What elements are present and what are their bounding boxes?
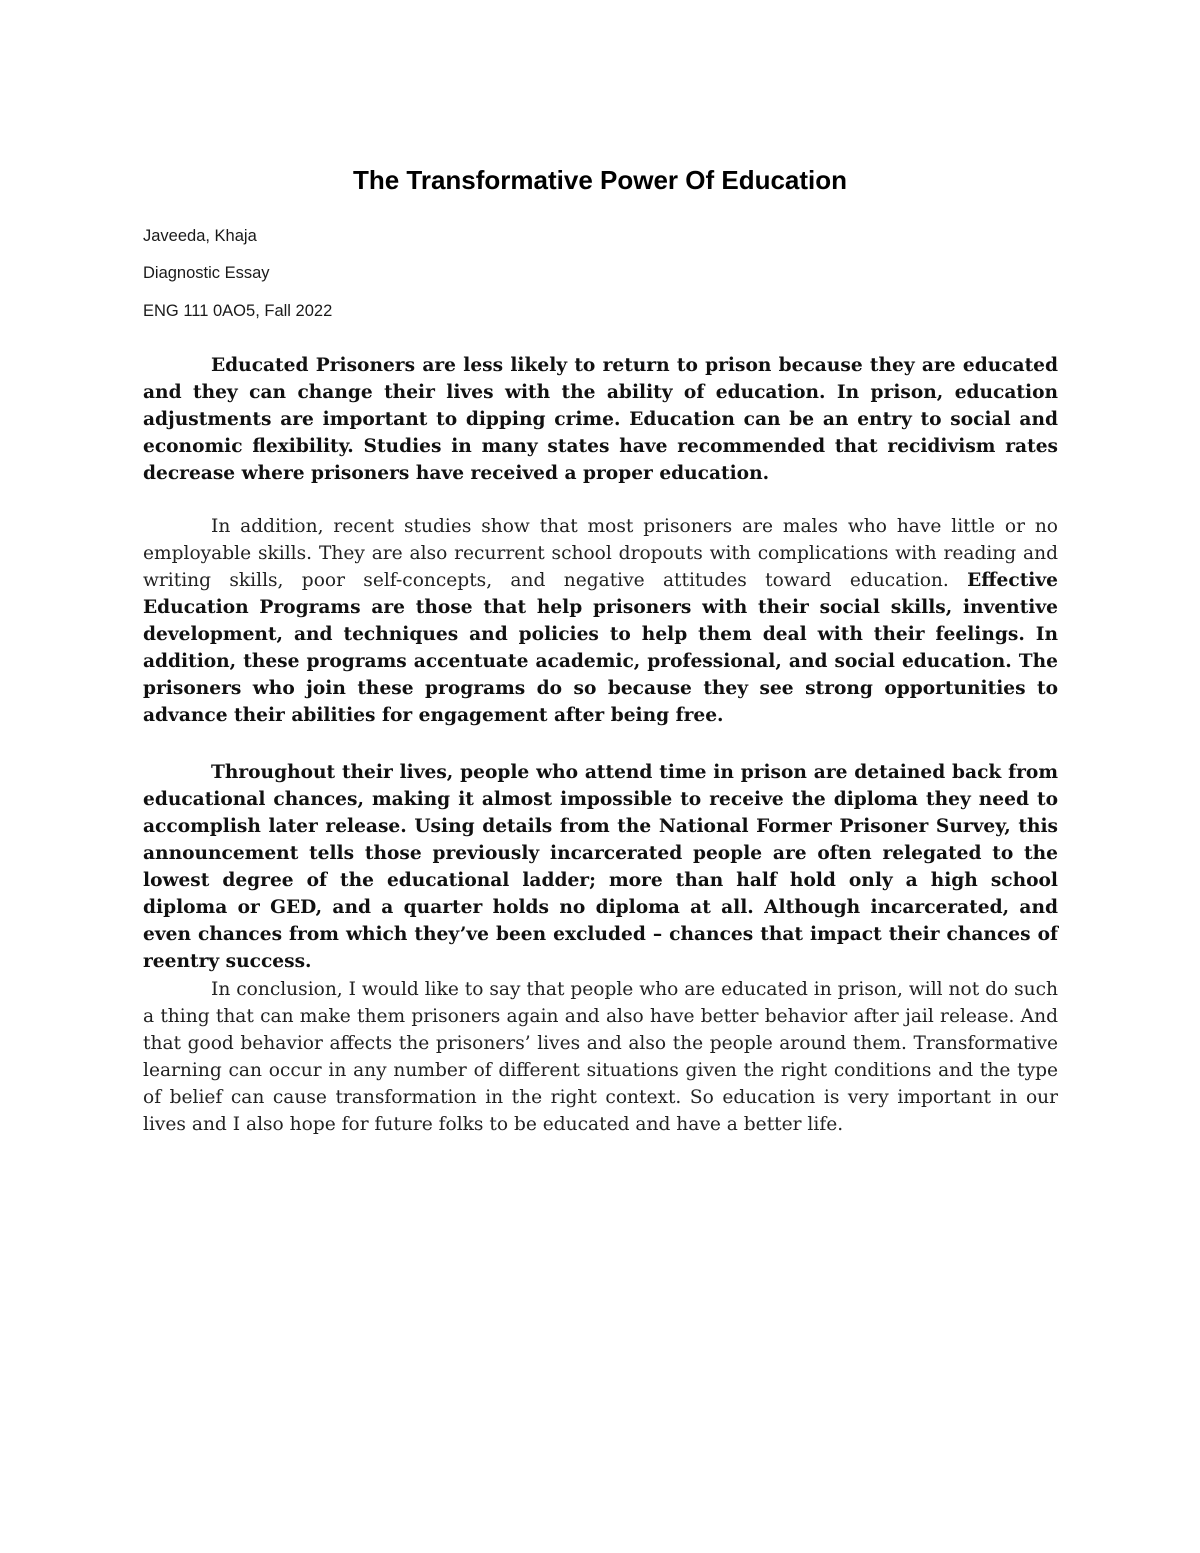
paragraph-2-intro: In addition, recent studies show that most prisoners are males who have little or no employable skills. They are also recurrent school dropouts with complications with reading and writing skills, poor self-concepts, and negative attitudes toward education. [143, 516, 1058, 591]
author-name: Javeeda, Khaja [143, 227, 257, 245]
paragraph-3: Throughout their lives, people who attend time in prison are detained back from educational chances, making it almost impossible to receive the diploma they need to accomplish later release. Using details from the National Former Prisoner Survey, this announcement tells those previously incarcerated people are often relegated to the lowest degree of the educational ladder; more than half hold only a high school diploma or GED, and a quarter holds no diploma at all. Although incarcerated, and even chances from which they’ve been excluded – chances that impact their chances of reentry success. [143, 762, 1058, 972]
paragraph-1: Educated Prisoners are less likely to return to prison because they are educated and they can change their lives with the ability of education. In prison, education adjustments are important to dipping crime. Education can be an entry to social and economic flexibility. Studies in many states have recommended that recidivism rates decrease where prisoners have received a proper education. [143, 355, 1058, 484]
paragraph-2-emphasis: Effective Education Programs are those that help prisoners with their social skills, inventive development, and techniques and policies to help them deal with their feelings. In addition, these programs accentuate academic, professional, and social education. The prisoners who join these programs do so because they see strong opportunities to advance their abilities for engagement after being free. [143, 570, 1058, 726]
course-info: ENG 111 0AO5, Fall 2022 [143, 302, 333, 320]
paragraph-2 [143, 513, 1058, 729]
page-title: The Transformative Power Of Education [352, 165, 848, 195]
paragraph-4: In conclusion, I would like to say that people who are educated in prison, will not do such a thing that can make them prisoners again and also have better behavior after jail release. And that good behavior affects the prisoners’ lives and also the people around them. Transformative learning can occur in any number of different situations given the right conditions and the type of belief can cause transformation in the right context. So education is very important in our lives and I also hope for future folks to be educated and have a better life. [143, 979, 1058, 1135]
assignment-type: Diagnostic Essay [143, 264, 270, 282]
